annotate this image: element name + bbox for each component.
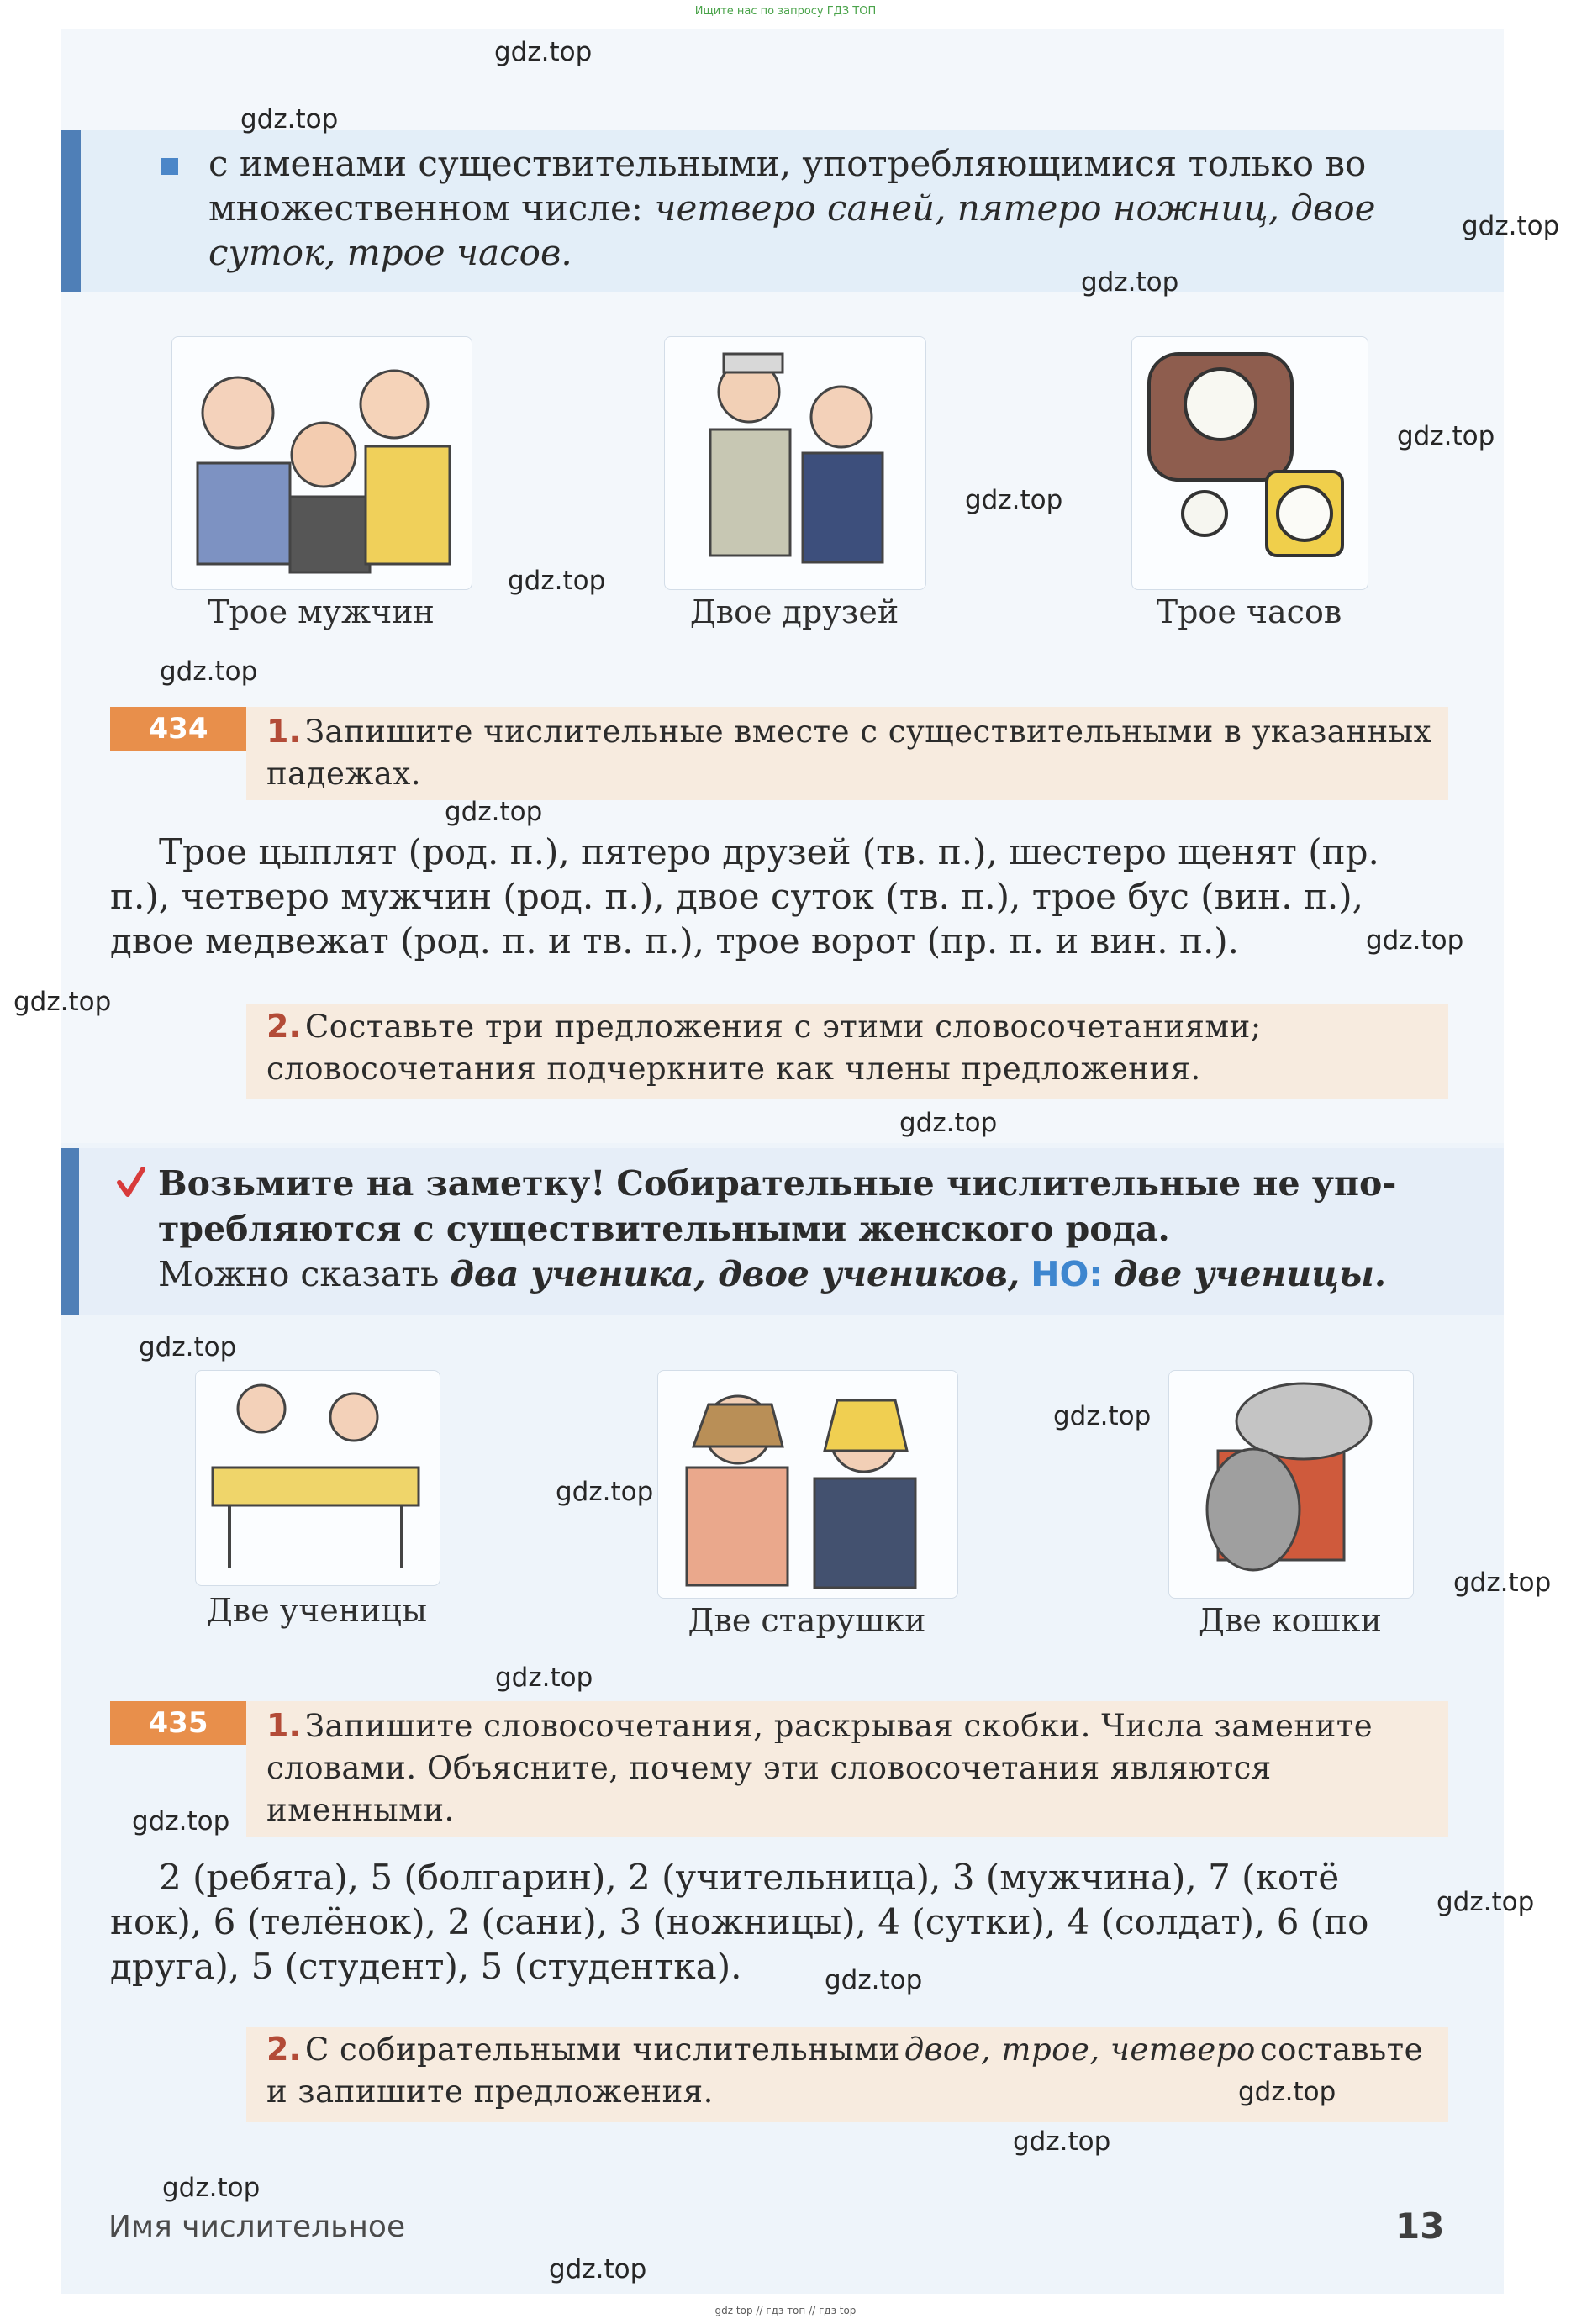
watermark: gdz.top [132,1806,230,1837]
watermark: gdz.top [139,1332,237,1362]
three-men-illustration [171,336,472,590]
clocks-illustration [1131,336,1368,590]
watermark: gdz.top [1437,1887,1535,1917]
rule-text [208,141,1452,275]
text-line: п.), четверо мужчин (род. п.), двое суток (тв. п.), трое бус (вин. п.), [110,876,1364,917]
task-text-words: двое, трое, четверо [904,2032,1256,2068]
note-line-2 [109,1252,1454,1297]
watermark: gdz.top [494,37,593,67]
task-434-2 [266,1006,1435,1090]
watermark: gdz.top [240,104,339,134]
watermark: gdz.top [13,987,112,1017]
text-line: 2 (ребята), 5 (болгарин), 2 (учительница), 3 (мужчина), 7 (котё [159,1857,1340,1898]
caption-three-men: Трое мужчин [208,593,435,630]
watermark: gdz.top [1053,1401,1152,1431]
watermark: gdz.top [549,2254,647,2284]
caption-clocks: Трое часов [1156,593,1342,630]
watermark: gdz.top [1238,2077,1336,2107]
caption-two-friends: Двое друзей [689,593,899,630]
watermark: gdz.top [1013,2126,1111,2157]
task-text-end: составьте и запишите предложения. [266,2032,1423,2110]
square-bullet-icon [161,158,178,175]
exercise-number-435: 435 [110,1701,246,1745]
watermark: gdz.top [495,1663,593,1693]
watermark: gdz.top [1366,925,1464,956]
note-line-2-lead: Можно сказать [158,1254,440,1294]
two-cats-illustration [1168,1370,1414,1599]
task-number: 2. [266,1008,301,1045]
watermark: gdz.top [965,485,1063,515]
task-text-lead: С собирательными числительными [304,2032,900,2068]
task-435-1 [266,1705,1435,1831]
watermark: gdz.top [160,656,258,687]
text-line: двое медвежат (род. п. и тв. п.), трое ворот (пр. п. и вин. п.). [110,920,1240,962]
rule-lead: с именами существительными, употребляющимися только во множественном числе: [208,143,1367,229]
note-example-2: две ученицы. [1113,1254,1387,1294]
note-example-1: два ученика, двое учеников, [450,1254,1020,1294]
caption-two-old-women: Две старушки [688,1602,926,1639]
note-statement: Собирательные числительные не употребляются с существительными женского рода. [158,1163,1397,1249]
task-434-1 [266,711,1435,795]
watermark: gdz.top [1462,211,1560,241]
task-number: 2. [266,2031,301,2068]
note-but-word: НО: [1031,1254,1103,1294]
note-heading: Возьмите на заметку! [158,1163,606,1204]
text-line: нок), 6 (телёнок), 2 (сани), 3 (ножницы), 4 (сутки), 4 (солдат), 6 (по [110,1901,1369,1942]
watermark: gdz.top [1397,421,1495,451]
two-old-women-illustration [657,1370,958,1599]
caption-two-cats: Две кошки [1199,1602,1382,1639]
note-line-1 [109,1161,1454,1252]
footer-title: Имя числительное [108,2210,406,2244]
watermark: gdz.top [556,1477,654,1507]
task-text: Запишите словосочетания, раскрывая скобки. Числа замените словами. Объясните, почему эти словосочетания являются именными. [266,1708,1373,1828]
page-number: 13 [1395,2205,1445,2247]
exercise-434-text [110,830,1453,963]
text-line: друга), 5 (студент), 5 (студентка). [110,1946,742,1987]
rule-examples: четверо саней, пятеро ножниц, двое суток, трое часов. [208,187,1376,273]
task-text: Составьте три предложения с этими словосочетаниями; словосочетания подчеркните как члены предложения. [266,1009,1262,1087]
task-number: 1. [266,713,301,750]
watermark: gdz.top [162,2173,261,2203]
watermark: gdz.top [1453,1568,1552,1598]
caption-two-schoolgirls: Две ученицы [206,1592,428,1629]
watermark: gdz.top [1081,267,1179,298]
exercise-435-text [110,1855,1453,1989]
task-number: 1. [266,1707,301,1744]
text-line: Трое цыплят (род. п.), пятеро друзей (тв. п.), шестеро щенят (пр. [159,831,1379,872]
watermark: gdz.top [899,1108,998,1138]
watermark: gdz.top [445,797,543,827]
header-note: Ищите нас по запросу ГДЗ ТОП [694,5,877,18]
task-text: Запишите числительные вместе с существительными в указанных падежах. [266,714,1431,792]
note-text [109,1161,1454,1297]
two-friends-illustration [664,336,926,590]
watermark: gdz.top [825,1965,923,1995]
exercise-number-434: 434 [110,707,246,751]
footer-note: gdz top // гдз топ // гдз top [714,2305,857,2316]
two-schoolgirls-illustration [195,1370,440,1586]
watermark: gdz.top [508,566,606,596]
